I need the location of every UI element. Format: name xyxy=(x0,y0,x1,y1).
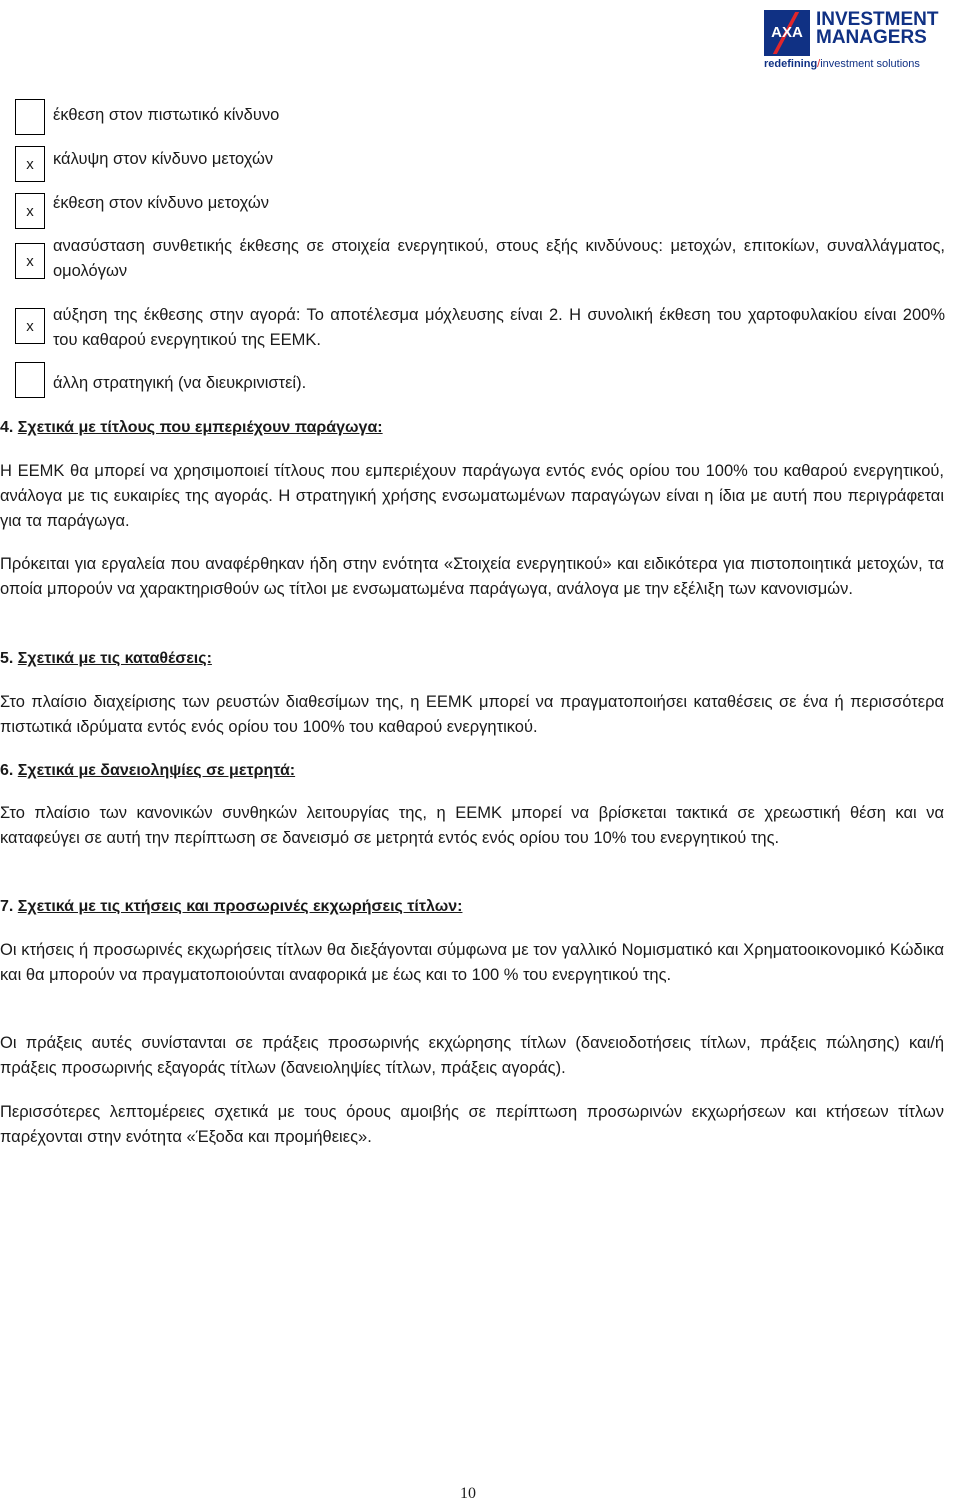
axa-investment-managers-logo xyxy=(764,8,956,72)
logo-emblem-text: AXA xyxy=(771,24,803,41)
section-7-paragraph-3: Περισσότερες λεπτομέρειες σχετικά με τους όρους αμοιβής σε περίπτωση προσωρινών εκχωρήσεων και κτήσεων τίτλων παρέχονται στην ενότητα «Έξοδα και προμήθειες». xyxy=(0,1103,944,1146)
section-5-heading xyxy=(0,647,212,671)
logo-line-1: INVESTMENT xyxy=(816,9,939,30)
checkbox[interactable]: x xyxy=(15,243,45,279)
section-number: 6. xyxy=(0,762,14,779)
checklist-item-text: άλλη στρατηγική (να διευκρινιστεί). xyxy=(53,374,307,392)
checkbox[interactable]: x xyxy=(15,308,45,344)
section-title: Σχετικά με τις καταθέσεις: xyxy=(17,650,212,667)
checklist-item-text: ανασύσταση συνθετικής έκθεσης σε στοιχεία ενεργητικού, στους εξής κινδύνους: μετοχών, επιτοκίων, συναλλάγματος, ομολόγων xyxy=(53,237,945,280)
section-7-heading xyxy=(0,895,462,919)
checkbox[interactable]: x xyxy=(15,193,45,229)
section-title: Σχετικά με τίτλους που εμπεριέχουν παράγωγα: xyxy=(17,419,383,436)
logo-line-2: MANAGERS xyxy=(816,27,927,48)
checkbox[interactable] xyxy=(15,99,45,135)
section-number: 4. xyxy=(0,419,14,436)
section-6-paragraph-1: Στο πλαίσιο των κανονικών συνθηκών λειτουργίας της, η ΕΕΜΚ μπορεί να βρίσκεται τακτικά σε χρεωστική θέση και να καταφεύγει σε αυτή την περίπτωση σε δανεισμό σε μετρητά εντός ενός ορίου του 10% του ενεργητικού της. xyxy=(0,804,944,847)
section-number: 7. xyxy=(0,898,14,915)
axa-emblem-icon xyxy=(764,10,810,56)
checklist-item-text: αύξηση της έκθεσης στην αγορά: Το αποτέλεσμα μόχλευσης είναι 2. Η συνολική έκθεση του χαρτοφυλακίου είναι 200% του καθαρού ενεργητικού της ΕΕΜΚ. xyxy=(53,306,945,349)
checkbox[interactable] xyxy=(15,362,45,398)
section-4-paragraph-1: Η ΕΕΜΚ θα μπορεί να χρησιμοποιεί τίτλους που εμπεριέχουν παράγωγα εντός ενός ορίου του 100% του καθαρού ενεργητικού, ανάλογα με τις ευκαιρίες της αγοράς. Η στρατηγική χρήσης ενσωματωμένων παραγώγων είναι η ίδια με αυτή που περιγράφεται για τα παράγωγα. xyxy=(0,462,944,530)
section-7-paragraph-1: Οι κτήσεις ή προσωρινές εκχωρήσεις τίτλων θα διεξάγονται σύμφωνα με τον γαλλικό Νομισματικό και Χρηματοοικονομικό Κώδικα και θα μπορούν να πραγματοποιούνται αναφορικά με έως και το 100 % του ενεργητικού της. xyxy=(0,941,944,984)
tagline-bold: redefining xyxy=(764,58,818,70)
section-6-heading xyxy=(0,759,295,783)
section-4-paragraph-2: Πρόκειται για εργαλεία που αναφέρθηκαν ήδη στην ενότητα «Στοιχεία ενεργητικού» και ειδικότερα για πιστοποιητικά μετοχών, τα οποία μπορούν να χαρακτηρισθούν ως τίτλοι με ενσωματωμένα παράγωγα, ανάλογα με την εξέλιξη των κανονισμών. xyxy=(0,555,944,598)
section-number: 5. xyxy=(0,650,14,667)
tagline-separator: / xyxy=(817,58,821,70)
section-title: Σχετικά με δανειοληψίες σε μετρητά: xyxy=(17,762,296,779)
section-5-paragraph-1: Στο πλαίσιο διαχείρισης των ρευστών διαθεσίμων της, η ΕΕΜΚ μπορεί να πραγματοποιήσει καταθέσεις σε ένα ή περισσότερα πιστωτικά ιδρύματα εντός ενός ορίου του 100% του καθαρού ενεργητικού. xyxy=(0,693,944,736)
section-title: Σχετικά με τις κτήσεις και προσωρινές εκχωρήσεις τίτλων: xyxy=(17,898,463,915)
page-number: 10 xyxy=(460,1485,476,1502)
checklist-item-text: έκθεση στον κίνδυνο μετοχών xyxy=(53,194,269,212)
tagline-rest: investment solutions xyxy=(820,58,920,70)
checkbox[interactable]: x xyxy=(15,146,45,182)
checklist-item-text: κάλυψη στον κίνδυνο μετοχών xyxy=(53,150,274,168)
checklist-item-text: έκθεση στον πιστωτικό κίνδυνο xyxy=(53,106,280,124)
logo-tagline xyxy=(764,58,920,70)
section-4-heading xyxy=(0,416,383,440)
section-7-paragraph-2: Οι πράξεις αυτές συνίστανται σε πράξεις προσωρινής εκχώρησης τίτλων (δανειοδοτήσεις τίτλων, πράξεις πώλησης) και/ή πράξεις προσωρινής εξαγοράς τίτλων (δανειοληψίες τίτλων, πράξεις αγοράς). xyxy=(0,1034,944,1077)
